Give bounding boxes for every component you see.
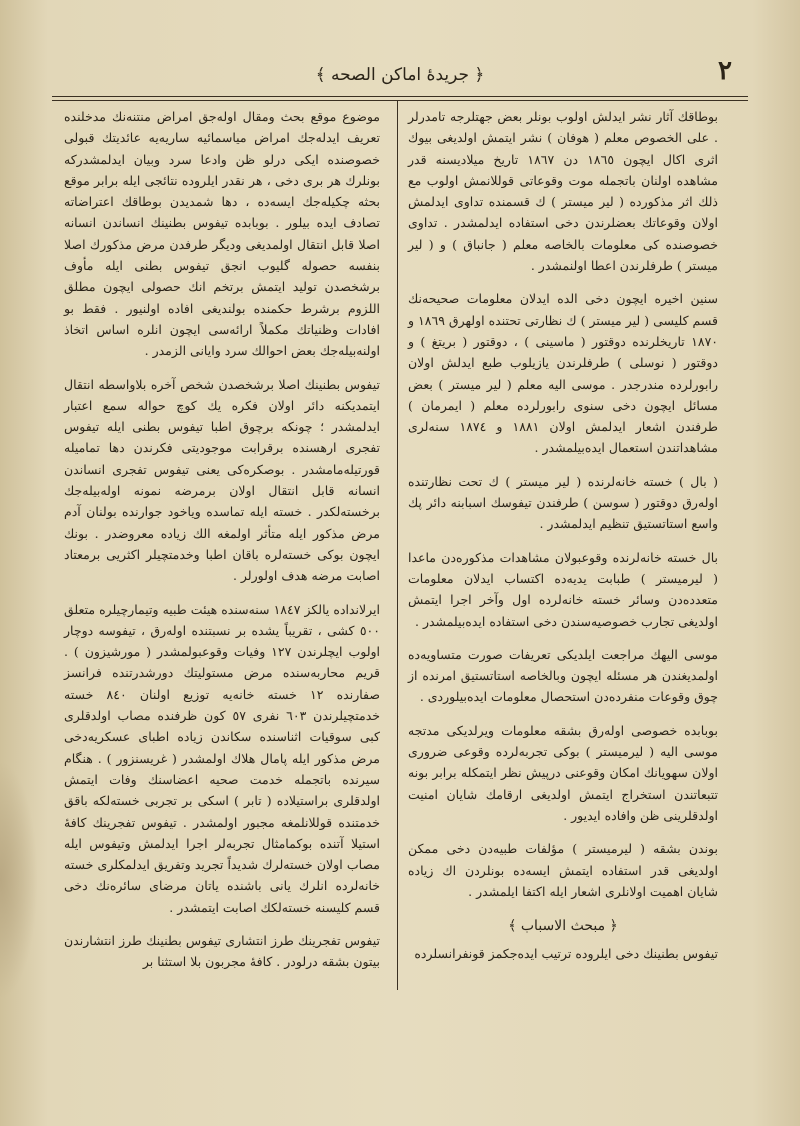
column-divider — [397, 100, 398, 990]
journal-title: ﴿ جريدهٔ اماكن الصحه ﴾ — [315, 65, 485, 85]
paragraph: بوبابده خصوصى اوله‌رق بشقه معلومات ويرلديكى مدتجه موسى اليه ( ليرميستر ) بوكى تجربه‌لرده وقوعى ضرورى اولان سهويانك امكان وقوعنى درپيش نظر ايتمكله برابر بونه تتبعاتندن استخراج ايتمش اولديغى ارقامك شايان امنيت اولدقلرينى ظن وافاده ايديور . — [408, 722, 718, 823]
header-rule — [52, 96, 748, 97]
paragraph: تيفوس تفجرينك طرز انتشارى تيفوس بطنينك طرز انتشارندن بيتون بشقه درلودر . كافهٔ مجربون بلا استثنا بر — [64, 932, 380, 970]
page-number: ۲ — [718, 56, 732, 86]
paragraph: تيفوس بطنينك اصلا برشخصدن شخص آخره بلاواسطه انتقال ايتمديكنه دائر اولان فكره يك كوچ حواله سمع اعتبار ايدلمشدر ؛ چونكه برچوق اطبا تيفوس بطنى ايله تيفوس تفجرى ارهسنده برقرابت موجوديتى فكرندن دها تماميله قورتيله‌مامشدر . بوصكره‌كى يعنى تيفوس تفجرى انساندن انسانه قابل انتقال اولان برمرضه نمونه اوله‌بيله‌جك برخسته‌لكدر . خسته ايله تماسده وياخود جوارنده بولنان آدم مرض مذكور ايله متأثر اولمغه الك زياده معروضدر . بونك ايچون بوكى خسته‌لره باقان اطبا وخدمتچيلر اكثريى برمعتاد اصابت مرضه هدف اولورلر . — [64, 376, 380, 584]
left-column — [64, 106, 380, 985]
page-header — [60, 54, 740, 94]
section-intro: تيفوس بطنينك دخى ايلروده ترتيب ايده‌جكمز قونفرانسلرده — [414, 946, 718, 962]
paragraph: سنين اخيره ايچون دخى الده ايدلان معلومات صحيحه‌نك قسم كليسى ( لير ميستر ) ك نظارتى تحتنده اولهرق ۱۸٦۹ و ۱۸۷۰ تاريخلرنده دوقتور ( ماسينى ) ، دوقتور ( بريتغ ) و دوقتور ( نوسلى ) طرفلرندن يازيلوب طبع ايدلش اولان رابورلرده مندرجدر . موسى اليه معلم ( لير ميستر ) بعض مسائل ايچون دخى سنوى رابورلرده معلم ( ايمرمان ) طرفندن اشعار ايدلمش اولان ۱۸۸۱ و ۱۸۷٤ سنه‌لرى مشاهداتندن استعمال ايده‌بيلمشدر . — [408, 291, 718, 456]
paragraph: بوندن بشقه ( ليرميستر ) مؤلفات طبيه‌دن دخى ممكن اولديغى قدر استفاده ايتمش ايسه‌ده بونلردن اك زياده شايان اهميت اولانلرى اشعار ايله اكتفا ايلمشدر . — [408, 841, 718, 899]
paragraph: بال خسته خانه‌لرنده وقوعبولان مشاهدات مذكوره‌دن ماعدا ( ليرميستر ) طبابت يديه‌ده اكتساب ايدلان معلومات متعدده‌دن وسائر خسته خانه‌لرده اول وآخر اجرا ايتمش اولديغى تجارب خصوصيه‌سندن دخى استفاده ايده‌بيلمشدر . — [408, 549, 718, 629]
paragraph: ايرلانداده يالكز ۱۸٤۷ سنه‌سنده هيئت طبيه وتيمارچيلره متعلق ٥٠٠ كشى ، تقريباً يشده بر نسبتنده اوله‌رق ، تيفوسه دوچار اولوب ايچلرندن ۱۲۷ وفيات وقوعبولمشدر ( مورشيزون ) . قريم محاربه‌سنده مرض مستوليتك دورشدرتنده فرانسز صفارنده ۱۲ خسته خانه‌يه توزيع اولنان ۸٤۰ خسته خدمتچيلرندن ٦۰۳ نفرى ٥۷ كون ظرفنده مصاب اولدقلرى كبى سوقيات اثناسنده سكاندن زياده اطباى عسكريه‌دخى مرض مذكور ايله پامال هلاك اولمشدر ( غريسنزور ) . هنگام سيرنده باتجمله خدمت صحيه اعضاسنك وفات ايتمش اولدقلرى براستيلاده ( تابر ) اسكى بر تجربى خسته‌لكه باقق خدمتنده قوللانلمغه مجبور اولمشدر . تيفوس تفجرينك كافهٔ استيلا آتنده بوكمامثال تجربه‌لر اجرا ايدلمش وتيفوس ايله مصاب اولان خسته‌لرك شديداً تجريد وتفريق ايدلمكلرى خسته خانه‌لرده انلرك يانى باشنده ياتان مرضاى سائره‌نك دخى قسم كليسنه خسته‌لكك اصابت ايتمشدر . — [64, 601, 381, 915]
right-column — [408, 106, 718, 977]
paragraph: موسى اليهك مراجعت ايلديكى تعريفات صورت متساويه‌ده اولمديغندن هر مسئله ايچون وبالخاصه استاتستيق امرنده از چوق وقوعات منفرده‌دن استحصال معلومات ايده‌بيلوردى . — [408, 646, 718, 705]
section-heading: ﴿ مبحث الاسباب ﴾ — [508, 918, 618, 935]
paragraph: موضوع موقع بحث ومقال اوله‌جق امراض منتنه‌نك مدخلنده تعريف ايدله‌جك امراض مياسمائيه ساريه‌يه عائديتك قبولى خصوصنده ايكى درلو ظن وادعا سرد وبيان ايدلمشدركه بونلرك هر برى دخى ، هر نقدر ايلروده نتائجى ايله برابر موقع بحثه چكيله‌جك ايسه‌ده ، دها شمديدن بوطاقك اعتراضاته تصادف ايده بيلور . بوبابده تيفوس بطنينك انساندن انسانه اصلا قابل انتقال اولمديغى وديگر طرفدن مرض مذكورك اصلا بنفسه حصوله گليوب انجق تيفوس بطنى ايله مأوف برشخصدن توليد ايتمش برتخم انك حصولى ايچون مطلق اللزوم برشرط حكمنده بولنديغى افاده اولنيور . فقط بو افادات وظنياتك مكملاً ارائه‌سى ايچون انلره اساس اتخاذ اولنه‌بيله‌جك بعض احوالك سرد وايانى الزمدر . — [64, 109, 380, 359]
header-rule-double — [52, 100, 748, 101]
paper-stain — [0, 760, 38, 1000]
paragraph: ( بال ) خسته خانه‌لرنده ( لير ميستر ) ك تحت نظارتنده اوله‌رق دوقتور ( سوسن ) طرفندن تيفوسك اسبابنه دائر پك واسع استاتستيق تنظيم ايدلمشدر . — [408, 473, 718, 532]
paragraph: بوطاقك آثار نشر ايدلش اولوب بونلر بعض جهتلرجه تامدرلر . على الخصوص معلم ( هوفان ) نشر ايتمش اولديغى بيوك اثرى اكال ايچون ۱۸٦٥ دن ۱۸٦۷ تاريخ ميلاديسنه قدر مشاهده اولنان باتجمله موت وقوعاتى قوللانمش اولوب مع ذلك اثر مذكورده ( لير ميستر ) ك قسمنده تداوى ايدلمش اولان وقوعاتك بعضلرندن دخى استفاده ايدلمشدر . تداوى خصوصنده كى معلومات بالخاصه معلم ( جانباق ) و ( لير ميستر ) طرفلرندن اعطا اولنمشدر . — [408, 109, 718, 274]
